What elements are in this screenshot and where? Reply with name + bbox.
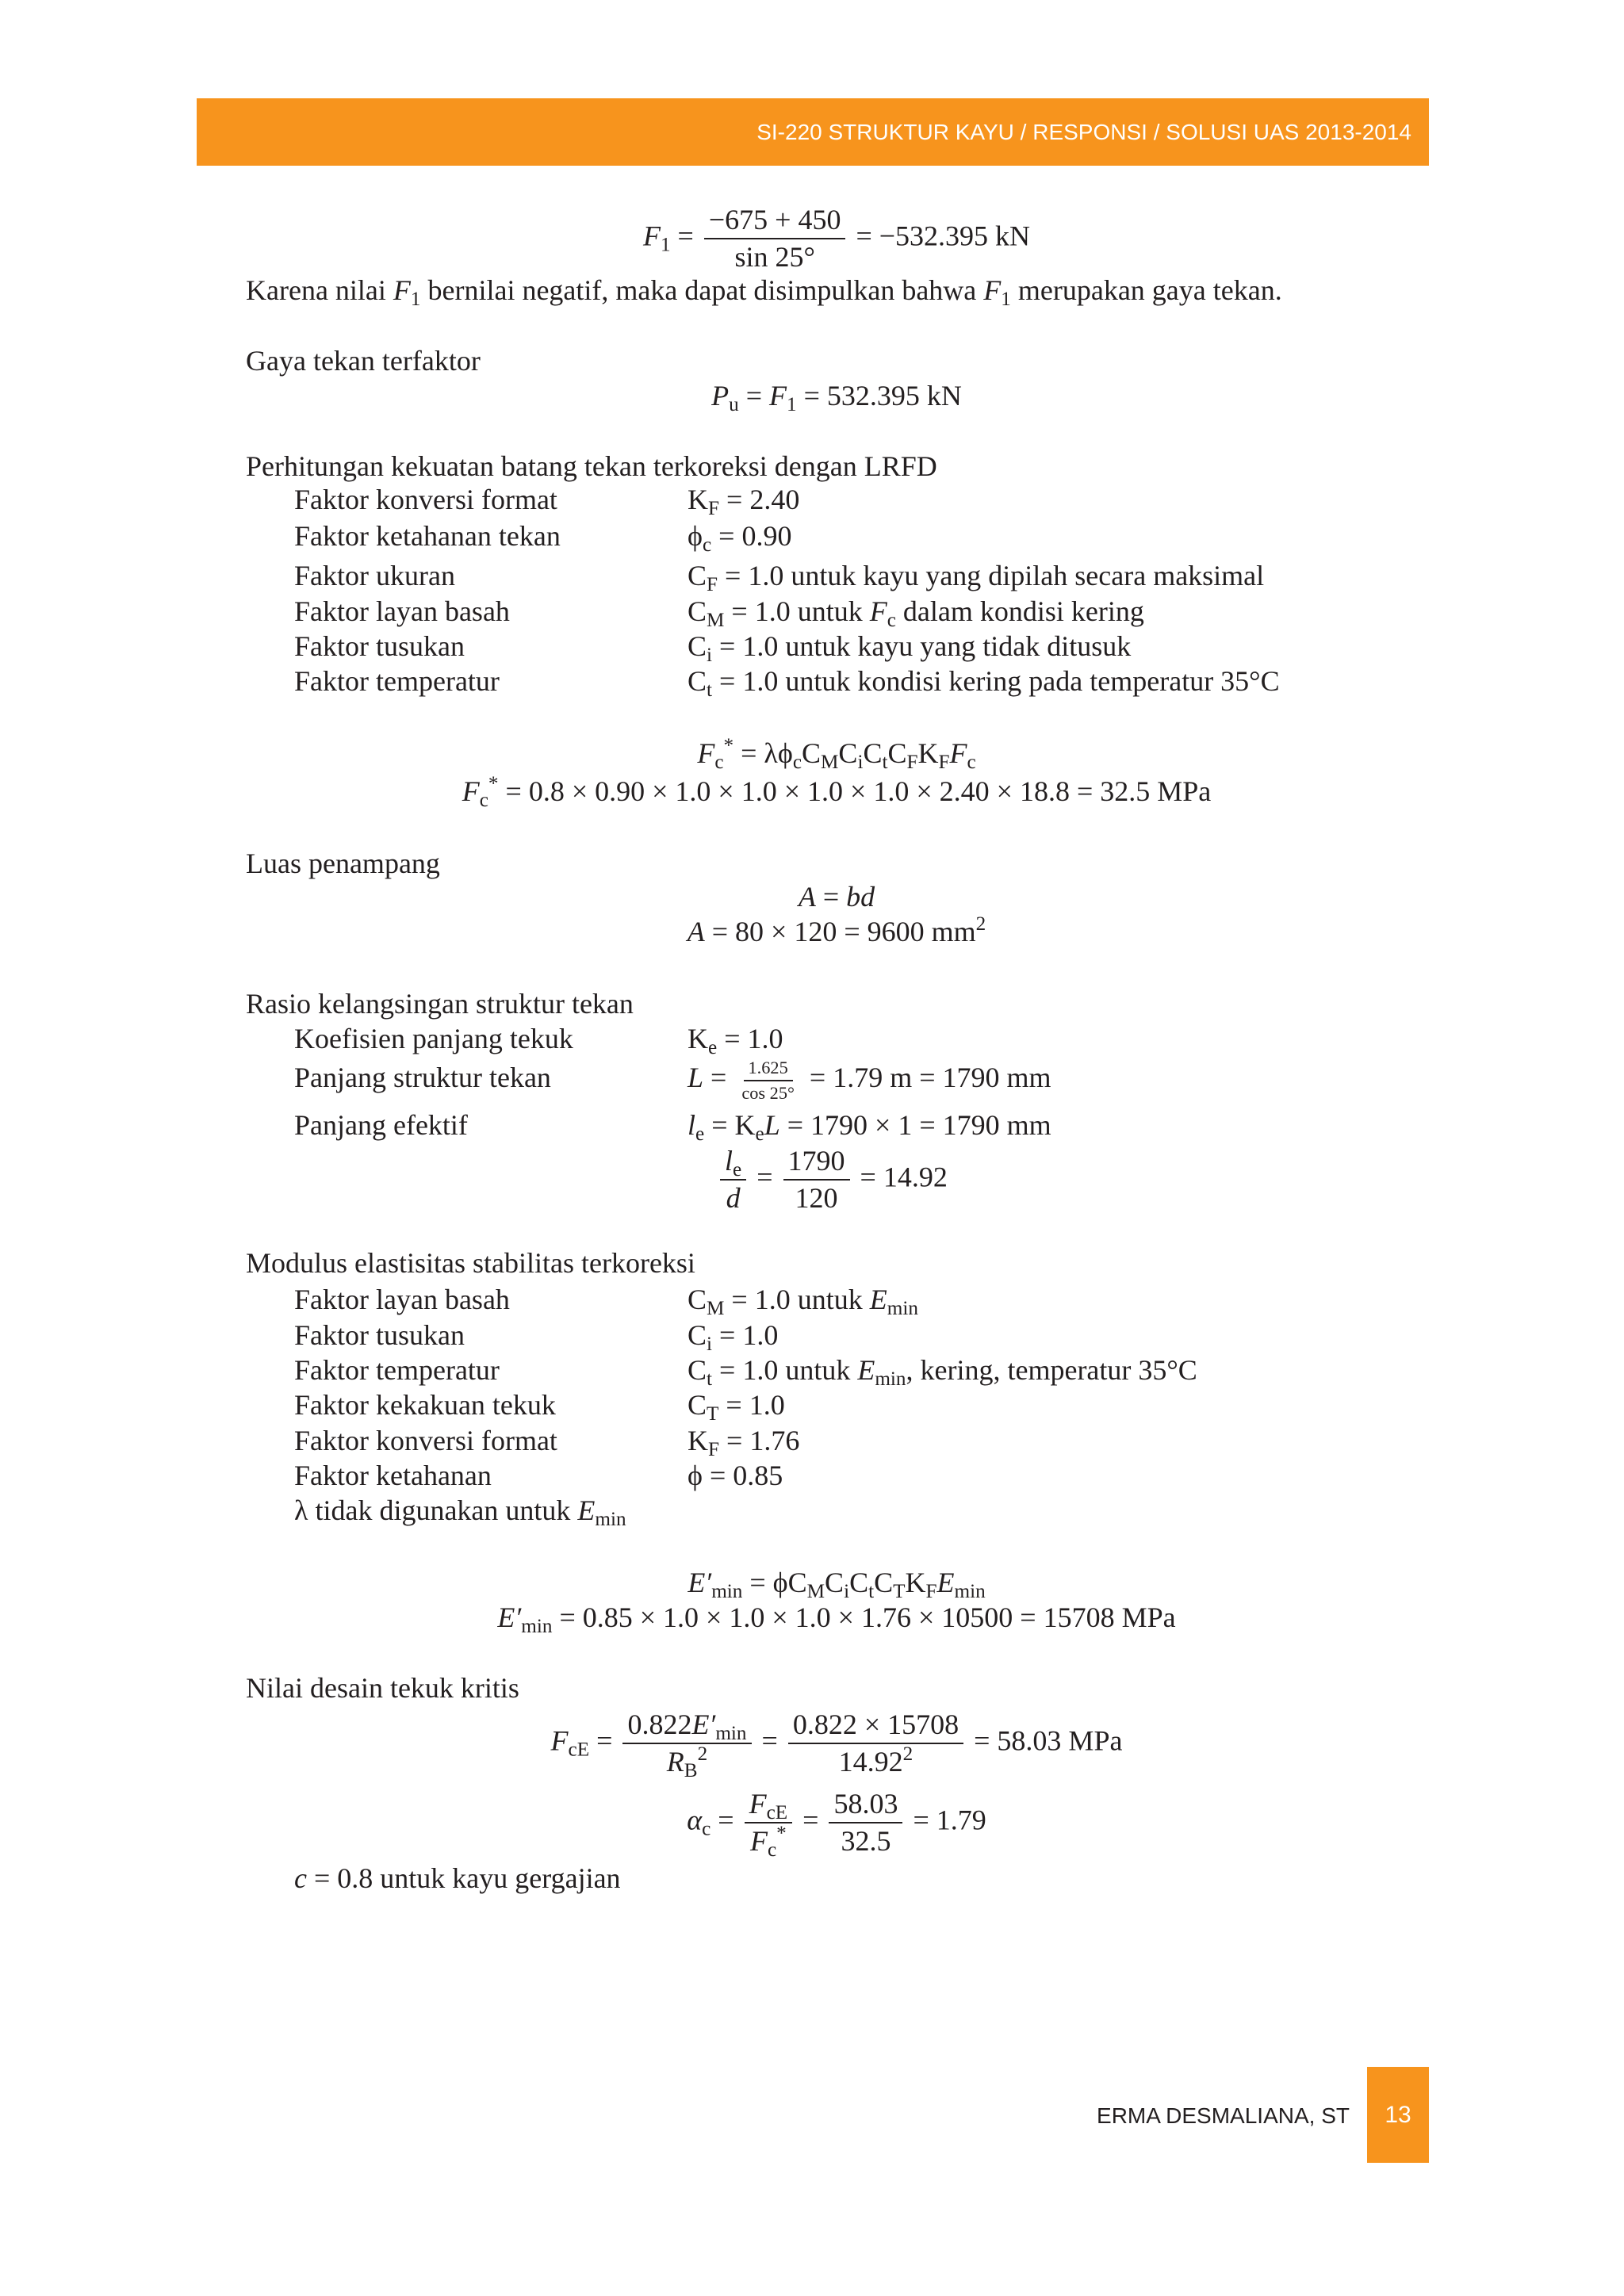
math-subscript: cE bbox=[568, 1739, 590, 1761]
heading-critical-buckling: Nilai desain tekuk kritis bbox=[246, 1672, 519, 1704]
math-variable: d bbox=[726, 1182, 741, 1215]
heading-lrfd: Perhitungan kekuatan batang tekan terkoreksi dengan LRFD bbox=[246, 450, 937, 482]
factor-expression bbox=[688, 1282, 918, 1320]
math-variable: E bbox=[577, 1494, 596, 1526]
emin-factor-row bbox=[294, 1458, 783, 1493]
factor-expression bbox=[688, 1108, 1051, 1146]
equation-emin-value bbox=[197, 1600, 1477, 1638]
math-variable: F bbox=[949, 737, 967, 769]
math-variable: E bbox=[869, 1284, 887, 1315]
math-subscript: T bbox=[893, 1581, 906, 1603]
math-text: = 14.92 bbox=[852, 1161, 948, 1193]
math-variable: E bbox=[857, 1354, 875, 1386]
math-subscript: c bbox=[702, 1818, 711, 1840]
math-text: sin 25° bbox=[734, 241, 815, 274]
math-text: ϕ bbox=[688, 520, 703, 552]
lrfd-factor-row bbox=[294, 519, 792, 557]
factor-expression bbox=[688, 664, 1280, 702]
math-text: K bbox=[688, 1425, 708, 1456]
math-variable: A bbox=[687, 916, 705, 947]
math-text: K bbox=[917, 737, 939, 769]
math-text: C bbox=[688, 560, 707, 591]
factor-label: Faktor layan basah bbox=[294, 595, 510, 627]
math-text: 1790 bbox=[787, 1145, 845, 1177]
math-text: dalam kondisi kering bbox=[895, 595, 1144, 627]
fraction bbox=[737, 1058, 799, 1103]
factor-label: Faktor tusukan bbox=[294, 630, 465, 662]
math-text: 120 bbox=[795, 1182, 838, 1215]
math-text: = bbox=[754, 1724, 785, 1757]
fraction bbox=[745, 1788, 793, 1862]
equation-emin-formula bbox=[197, 1565, 1477, 1603]
math-variable: F bbox=[983, 274, 1002, 306]
note-f1-negative bbox=[246, 273, 1282, 311]
factor-label: Faktor konversi format bbox=[294, 484, 557, 515]
equation-alpha bbox=[197, 1788, 1477, 1862]
math-text: = λϕ bbox=[733, 737, 793, 769]
factor-expression bbox=[688, 1353, 1197, 1391]
math-text: = 0.8 × 0.90 × 1.0 × 1.0 × 1.0 × 1.0 × 2.40 × 18.8 = 32.5 MPa bbox=[498, 775, 1212, 807]
math-text: ϕ = 0.85 bbox=[688, 1460, 783, 1491]
math-text: C bbox=[688, 1284, 707, 1315]
slenderness-row bbox=[294, 1108, 1051, 1146]
math-subscript: c bbox=[714, 752, 724, 774]
math-superscript: * bbox=[723, 735, 734, 757]
fraction-numerator bbox=[788, 1709, 963, 1744]
math-superscript: * bbox=[776, 1823, 787, 1845]
math-variable: P bbox=[711, 380, 730, 411]
emin-factor-row bbox=[294, 1423, 800, 1461]
math-text: = −532.395 kN bbox=[848, 220, 1031, 252]
math-text: = 1.0 untuk kayu yang tidak ditusuk bbox=[712, 630, 1132, 662]
math-variable: F bbox=[550, 1724, 569, 1757]
math-text: = 1.0 bbox=[712, 1319, 779, 1351]
math-subscript: t bbox=[707, 1368, 713, 1391]
equation-area-value bbox=[197, 914, 1477, 949]
math-text: C bbox=[825, 1567, 845, 1598]
math-text: Karena nilai bbox=[246, 274, 393, 306]
equation-area-formula bbox=[197, 879, 1477, 914]
heading-area: Luas penampang bbox=[246, 848, 440, 879]
factor-label: Faktor kekakuan tekuk bbox=[294, 1389, 556, 1421]
factor-label: Koefisien panjang tekuk bbox=[294, 1023, 573, 1054]
math-text: = 1.0 untuk kondisi kering pada temperatur 35°C bbox=[712, 665, 1280, 697]
footer-author: ERMA DESMALIANA, ST bbox=[1097, 2103, 1350, 2128]
math-subscript: 1 bbox=[1001, 289, 1011, 311]
math-superscript: * bbox=[488, 773, 499, 795]
fraction-numerator bbox=[622, 1709, 751, 1744]
math-text: = bbox=[670, 220, 701, 252]
math-subscript: M bbox=[707, 610, 725, 632]
factor-label: Faktor konversi format bbox=[294, 1425, 557, 1456]
math-subscript: t bbox=[882, 752, 888, 774]
math-variable: l bbox=[725, 1145, 733, 1177]
fraction-denominator bbox=[722, 1181, 745, 1215]
factor-label: Faktor ketahanan bbox=[294, 1460, 492, 1491]
math-variable: F bbox=[769, 380, 787, 411]
heading-emin: Modulus elastisitas stabilitas terkoreksi bbox=[246, 1247, 695, 1279]
lrfd-factor-row bbox=[294, 558, 1265, 596]
slenderness-row bbox=[294, 1058, 1051, 1103]
math-subscript: 1 bbox=[787, 394, 797, 416]
math-text: C bbox=[838, 737, 858, 769]
factor-expression bbox=[688, 482, 800, 520]
math-variable: F bbox=[642, 220, 661, 252]
math-text: λ tidak digunakan untuk bbox=[294, 1494, 578, 1526]
math-variable: L bbox=[764, 1109, 780, 1141]
math-text: = bbox=[815, 881, 847, 913]
math-subscript: cE bbox=[766, 1802, 788, 1824]
equation-fc-value bbox=[197, 773, 1477, 812]
factor-label: Panjang efektif bbox=[294, 1109, 468, 1141]
math-variable: E′ bbox=[688, 1567, 712, 1598]
fraction bbox=[783, 1145, 850, 1215]
page-number-box bbox=[1367, 2067, 1429, 2163]
math-text: 0.822 × 15708 bbox=[792, 1709, 959, 1740]
lrfd-factor-row bbox=[294, 629, 1132, 667]
factor-label: Faktor tusukan bbox=[294, 1319, 465, 1351]
math-text: cos 25° bbox=[741, 1082, 795, 1103]
math-text: = 1.0 bbox=[717, 1023, 783, 1054]
math-text: = bbox=[749, 1161, 780, 1193]
math-subscript: T bbox=[707, 1403, 719, 1425]
emin-factor-row bbox=[294, 1387, 785, 1425]
fraction bbox=[704, 204, 846, 274]
math-subscript: e bbox=[755, 1123, 764, 1146]
math-subscript: i bbox=[707, 645, 713, 667]
math-variable: R bbox=[666, 1746, 684, 1778]
math-text: 1.625 bbox=[748, 1058, 788, 1077]
math-text: = bbox=[589, 1724, 620, 1757]
equation-pu bbox=[197, 378, 1477, 416]
math-variable: F bbox=[749, 1788, 767, 1820]
math-subscript: min bbox=[521, 1616, 553, 1638]
slenderness-row bbox=[294, 1021, 783, 1059]
fraction bbox=[622, 1709, 751, 1782]
math-text: = K bbox=[704, 1109, 756, 1141]
fraction-denominator bbox=[730, 239, 819, 274]
equation-slenderness-ratio bbox=[717, 1145, 948, 1215]
math-subscript: u bbox=[729, 394, 739, 416]
lrfd-factor-row bbox=[294, 664, 1280, 702]
math-text: C bbox=[688, 665, 707, 697]
math-variable: c bbox=[294, 1862, 307, 1894]
factor-expression bbox=[688, 1318, 779, 1356]
math-text: 0.822 bbox=[627, 1709, 692, 1740]
math-subscript: F bbox=[938, 752, 950, 774]
math-text: C bbox=[688, 1389, 707, 1421]
fraction-numerator bbox=[704, 204, 846, 239]
fraction-denominator bbox=[791, 1181, 843, 1215]
math-variable: α bbox=[687, 1804, 703, 1836]
factor-expression bbox=[688, 594, 1144, 632]
emin-factor-row bbox=[294, 1353, 1197, 1391]
math-text: 14.92 bbox=[838, 1746, 903, 1778]
math-superscript: 2 bbox=[697, 1743, 708, 1766]
header-bar bbox=[197, 98, 1429, 166]
math-subscript: min bbox=[711, 1581, 743, 1603]
emin-factor-row bbox=[294, 1282, 918, 1320]
fraction-numerator bbox=[783, 1145, 850, 1181]
factor-label: Panjang struktur tekan bbox=[294, 1061, 551, 1093]
math-text: 32.5 bbox=[841, 1825, 891, 1858]
math-superscript: 2 bbox=[902, 1743, 914, 1766]
heading-slenderness: Rasio kelangsingan struktur tekan bbox=[246, 988, 634, 1020]
factor-expression bbox=[688, 1058, 1051, 1103]
math-text: = 2.40 bbox=[719, 484, 800, 515]
math-text: 58.03 bbox=[833, 1788, 898, 1820]
math-text: C bbox=[688, 1319, 707, 1351]
factor-label: Faktor ketahanan tekan bbox=[294, 520, 561, 552]
math-text: C bbox=[688, 630, 707, 662]
math-text: C bbox=[849, 1567, 869, 1598]
fraction-numerator bbox=[829, 1788, 902, 1823]
fraction-denominator bbox=[662, 1743, 712, 1782]
math-variable: F bbox=[462, 775, 480, 807]
math-subscript: c bbox=[967, 752, 976, 774]
math-text: = 1.0 untuk bbox=[724, 1284, 870, 1315]
math-variable: F bbox=[869, 595, 887, 627]
math-variable: bd bbox=[846, 881, 875, 913]
math-subscript: c bbox=[702, 534, 712, 557]
math-subscript: 1 bbox=[660, 234, 671, 256]
math-subscript: M bbox=[806, 1581, 825, 1603]
math-text: = 1.76 bbox=[719, 1425, 800, 1456]
math-subscript: M bbox=[821, 752, 839, 774]
math-text: = 0.90 bbox=[711, 520, 792, 552]
math-text: C bbox=[802, 737, 822, 769]
math-text: C bbox=[863, 737, 883, 769]
equation-fce bbox=[197, 1709, 1477, 1782]
math-variable: E′ bbox=[497, 1601, 522, 1633]
math-text: C bbox=[887, 737, 907, 769]
math-text: = 532.395 kN bbox=[796, 380, 962, 411]
math-subscript: 1 bbox=[410, 289, 421, 311]
math-superscript: 2 bbox=[975, 913, 986, 936]
math-subscript: min bbox=[954, 1581, 986, 1603]
fraction-numerator bbox=[720, 1145, 746, 1181]
factor-label: Faktor layan basah bbox=[294, 1284, 510, 1315]
math-text: bernilai negatif, maka dapat disimpulkan bahwa bbox=[420, 274, 984, 306]
fraction-denominator bbox=[834, 1744, 918, 1778]
math-variable: F bbox=[697, 737, 715, 769]
header-title: SI-220 STRUKTUR KAYU / RESPONSI / SOLUSI UAS 2013-2014 bbox=[756, 120, 1411, 144]
math-text: = 1.79 m = 1790 mm bbox=[802, 1061, 1051, 1093]
math-subscript: min bbox=[715, 1723, 747, 1745]
factor-label: Faktor ukuran bbox=[294, 560, 455, 591]
emin-factor-row bbox=[294, 1318, 779, 1356]
fraction-denominator bbox=[745, 1823, 791, 1862]
math-variable: F bbox=[749, 1825, 768, 1858]
heading-factored-compression: Gaya tekan terfaktor bbox=[246, 345, 481, 377]
math-text: −675 + 450 bbox=[708, 204, 841, 235]
factor-expression bbox=[688, 629, 1132, 667]
fraction bbox=[788, 1709, 963, 1779]
math-text: C bbox=[688, 1354, 707, 1386]
math-text: = bbox=[738, 380, 769, 411]
factor-expression bbox=[688, 519, 792, 557]
math-variable: l bbox=[688, 1109, 696, 1141]
math-subscript: c bbox=[767, 1839, 777, 1862]
factor-label: Faktor temperatur bbox=[294, 1354, 500, 1386]
equation-fc-formula bbox=[197, 735, 1477, 774]
math-text: = ϕC bbox=[742, 1567, 807, 1598]
math-subscript: c bbox=[887, 610, 896, 632]
math-subscript: M bbox=[707, 1298, 725, 1320]
fraction-numerator bbox=[744, 1058, 793, 1081]
math-text: = 58.03 MPa bbox=[967, 1724, 1123, 1757]
math-variable: E′ bbox=[691, 1709, 716, 1740]
math-text: = 1790 × 1 = 1790 mm bbox=[779, 1109, 1051, 1141]
math-subscript: min bbox=[595, 1509, 626, 1531]
note-c bbox=[294, 1861, 621, 1896]
math-text: = 1.0 untuk bbox=[724, 595, 870, 627]
page-number: 13 bbox=[1385, 2101, 1411, 2128]
factor-expression bbox=[688, 1458, 783, 1493]
math-subscript: B bbox=[684, 1760, 698, 1782]
fraction bbox=[829, 1788, 902, 1858]
math-text: K bbox=[688, 484, 708, 515]
lrfd-factor-row bbox=[294, 594, 1144, 632]
fraction-denominator bbox=[737, 1081, 799, 1104]
math-subscript: F bbox=[906, 752, 918, 774]
math-subscript: i bbox=[857, 752, 864, 774]
math-text: = 0.85 × 1.0 × 1.0 × 1.0 × 1.76 × 10500 = 15708 MPa bbox=[552, 1601, 1176, 1633]
math-subscript: F bbox=[925, 1581, 937, 1603]
math-variable: E bbox=[936, 1567, 955, 1598]
math-text: = 0.8 untuk kayu gergajian bbox=[306, 1862, 621, 1894]
math-subscript: t bbox=[707, 679, 713, 702]
math-subscript: min bbox=[887, 1298, 918, 1320]
math-subscript: c bbox=[792, 752, 802, 774]
math-variable: A bbox=[798, 881, 816, 913]
math-text: = bbox=[703, 1061, 734, 1093]
math-subscript: t bbox=[868, 1581, 875, 1603]
math-text: = bbox=[710, 1804, 741, 1836]
factor-label: Faktor temperatur bbox=[294, 665, 500, 697]
math-text: = 80 × 120 = 9600 mm bbox=[704, 916, 976, 947]
math-text: = 1.79 bbox=[906, 1804, 986, 1836]
math-text: = 1.0 untuk kayu yang dipilah secara maksimal bbox=[718, 560, 1265, 591]
factor-expression bbox=[688, 1021, 783, 1059]
math-text: K bbox=[905, 1567, 926, 1598]
factor-expression bbox=[688, 1387, 785, 1425]
math-subscript: F bbox=[708, 1439, 720, 1461]
math-text: = 1.0 bbox=[718, 1389, 785, 1421]
math-subscript: F bbox=[708, 498, 720, 520]
math-variable: L bbox=[688, 1061, 704, 1093]
math-subscript: F bbox=[707, 574, 718, 596]
math-text: C bbox=[874, 1567, 894, 1598]
math-variable: F bbox=[393, 274, 411, 306]
note-lambda bbox=[294, 1493, 626, 1531]
fraction-denominator bbox=[836, 1823, 895, 1858]
math-subscript: i bbox=[707, 1334, 713, 1356]
math-subscript: i bbox=[844, 1581, 850, 1603]
math-text: , kering, temperatur 35°C bbox=[906, 1354, 1197, 1386]
fraction-numerator bbox=[745, 1788, 793, 1823]
math-text: K bbox=[688, 1023, 708, 1054]
fraction bbox=[720, 1145, 746, 1215]
math-subscript: min bbox=[875, 1368, 906, 1391]
math-subscript: e bbox=[695, 1123, 705, 1146]
factor-expression bbox=[688, 558, 1265, 596]
lrfd-factor-row bbox=[294, 482, 800, 520]
math-text: = bbox=[795, 1804, 826, 1836]
math-subscript: e bbox=[708, 1037, 718, 1059]
equation-f1 bbox=[197, 204, 1477, 274]
factor-expression bbox=[688, 1423, 800, 1461]
math-text: = 1.0 untuk bbox=[712, 1354, 858, 1386]
math-text: merupakan gaya tekan. bbox=[1010, 274, 1282, 306]
math-subscript: c bbox=[479, 790, 488, 812]
math-text: C bbox=[688, 595, 707, 627]
math-subscript: e bbox=[733, 1159, 742, 1181]
